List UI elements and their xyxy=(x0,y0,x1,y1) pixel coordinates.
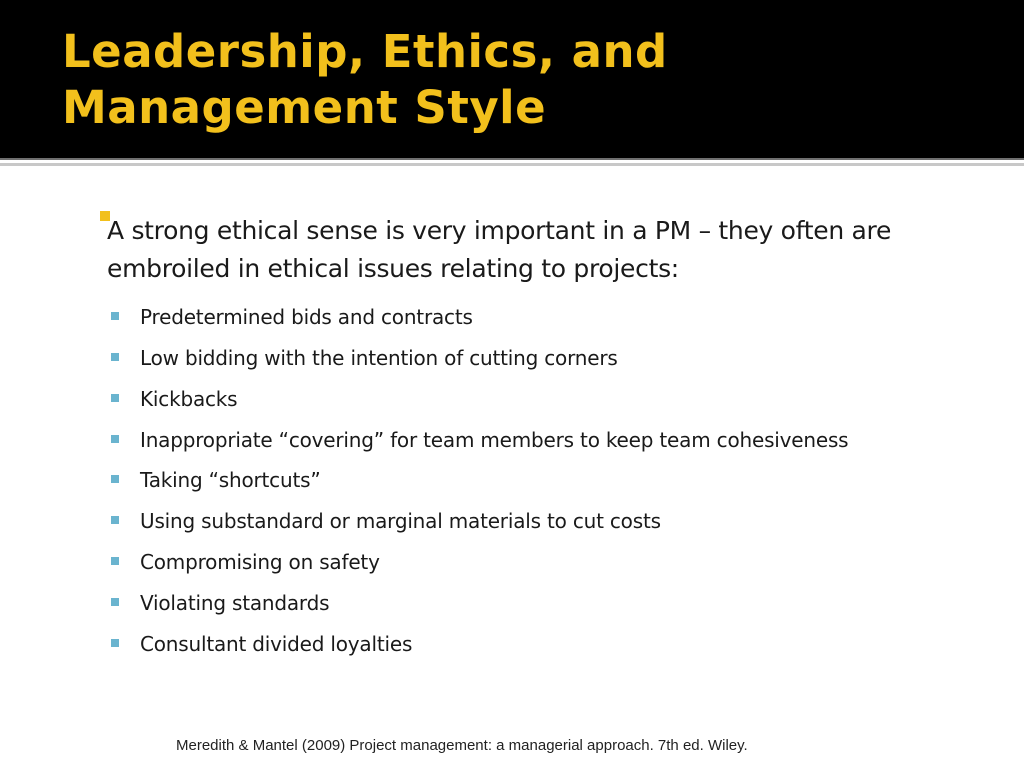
sub-bullet-item xyxy=(108,545,988,579)
sub-bullet-marker xyxy=(111,435,119,443)
sub-bullet-text: Taking “shortcuts” xyxy=(140,468,321,492)
sub-bullet-text: Consultant divided loyalties xyxy=(140,632,413,656)
sub-bullet-list xyxy=(108,300,988,668)
sub-bullet-marker xyxy=(111,598,119,606)
sub-bullet-item xyxy=(108,341,988,375)
sub-bullet-marker xyxy=(111,557,119,565)
sub-bullet-marker xyxy=(111,475,119,483)
sub-bullet-marker xyxy=(111,516,119,524)
sub-bullet-item xyxy=(108,463,988,497)
main-bullet-text: A strong ethical sense is very important in a PM – they often are embroiled in ethical issues relating to projects: xyxy=(107,216,892,283)
sub-bullet-text: Kickbacks xyxy=(140,387,238,411)
sub-bullet-marker xyxy=(111,639,119,647)
sub-bullet-text: Compromising on safety xyxy=(140,550,380,574)
sub-bullet-item xyxy=(108,504,988,538)
sub-bullet-marker xyxy=(111,394,119,402)
sub-bullet-item xyxy=(108,627,988,661)
sub-bullet-item xyxy=(108,300,988,334)
slide-title: Leadership, Ethics, and Management Style xyxy=(62,25,668,134)
sub-bullet-text: Inappropriate “covering” for team members to keep team cohesiveness xyxy=(140,428,849,452)
citation-footer: Meredith & Mantel (2009) Project management: a managerial approach. 7th ed. Wiley. xyxy=(176,737,748,754)
sub-bullet-item xyxy=(108,382,988,416)
sub-bullet-text: Using substandard or marginal materials to cut costs xyxy=(140,509,661,533)
sub-bullet-marker xyxy=(111,312,119,320)
sub-bullet-text: Low bidding with the intention of cutting corners xyxy=(140,346,618,370)
sub-bullet-text: Predetermined bids and contracts xyxy=(140,305,473,329)
sub-bullet-item xyxy=(108,586,988,620)
sub-bullet-marker xyxy=(111,353,119,361)
sub-bullet-text: Violating standards xyxy=(140,591,330,615)
sub-bullet-item xyxy=(108,423,988,457)
